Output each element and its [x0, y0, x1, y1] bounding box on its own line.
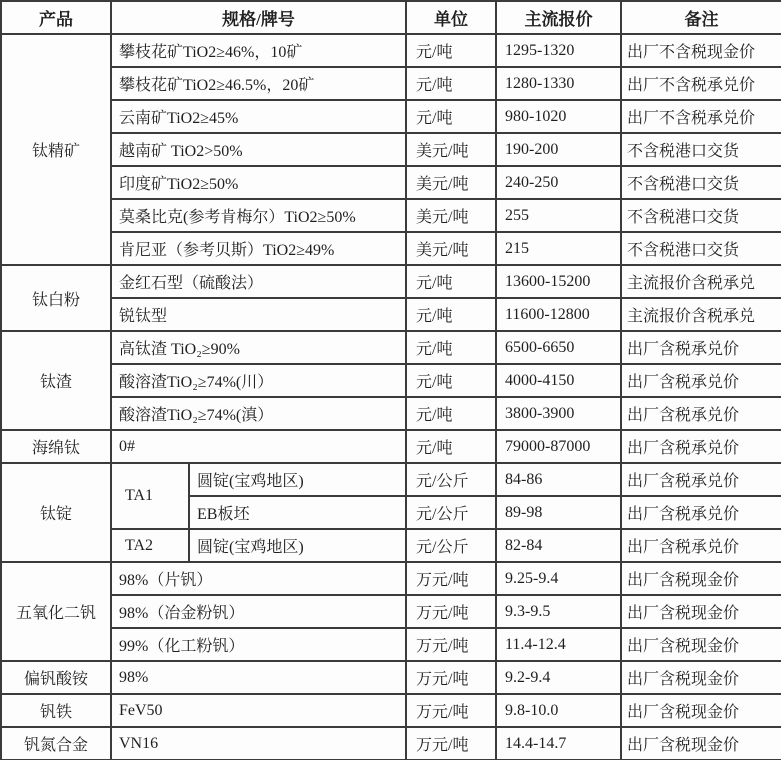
unit-cell: 万元/吨: [406, 694, 496, 727]
price-cell: 6500-6650: [496, 331, 621, 364]
table-row: [1, 595, 781, 628]
note-cell: 出厂含税现金价: [621, 727, 781, 760]
unit-cell: 美元/吨: [406, 166, 496, 199]
spec-cell: 98%（片钒）: [111, 562, 406, 595]
note-cell: 出厂含税承兑价: [621, 331, 781, 364]
unit-cell: 元/吨: [406, 331, 496, 364]
price-cell: 89-98: [496, 496, 621, 529]
spec-cell: 印度矿TiO2≥50%: [111, 166, 406, 199]
table-row: [1, 67, 781, 100]
table-row: [1, 331, 781, 364]
spec-cell: 莫桑比克(参考肯梅尔）TiO2≥50%: [111, 199, 406, 232]
spec-cell: 越南矿 TiO2>50%: [111, 133, 406, 166]
unit-cell: 元/吨: [406, 265, 496, 298]
header-note: 备注: [621, 1, 781, 34]
product-cell: 钛渣: [1, 331, 111, 430]
unit-cell: 万元/吨: [406, 595, 496, 628]
price-cell: 11.4-12.4: [496, 628, 621, 661]
price-cell: 79000-87000: [496, 430, 621, 463]
unit-cell: 元/吨: [406, 34, 496, 67]
price-cell: 980-1020: [496, 100, 621, 133]
table-row: [1, 562, 781, 595]
header-product: 产品: [1, 1, 111, 34]
note-cell: 出厂含税现金价: [621, 661, 781, 694]
table-row: [1, 265, 781, 298]
spec-cell: 云南矿TiO2≥45%: [111, 100, 406, 133]
note-cell: 主流报价含税承兑: [621, 298, 781, 331]
header-price: 主流报价: [496, 1, 621, 34]
price-cell: 13600-15200: [496, 265, 621, 298]
note-cell: 出厂含税承兑价: [621, 397, 781, 430]
unit-cell: 元/吨: [406, 100, 496, 133]
spec-cell: 酸溶渣TiO₂≥74%(滇）: [111, 397, 406, 430]
price-cell: 14.4-14.7: [496, 727, 621, 760]
note-cell: 出厂不含税现金价: [621, 34, 781, 67]
note-cell: 不含税港口交货: [621, 232, 781, 265]
table-row: [1, 133, 781, 166]
table-row: [1, 529, 781, 562]
spec-cell: 98%（冶金粉钒）: [111, 595, 406, 628]
price-cell: 84-86: [496, 463, 621, 496]
spec-cell: 锐钛型: [111, 298, 406, 331]
unit-cell: 美元/吨: [406, 232, 496, 265]
header-spec: 规格/牌号: [111, 1, 406, 34]
grade-cell: TA1: [111, 463, 189, 529]
spec-cell: 0#: [111, 430, 406, 463]
spec-cell: 攀枝花矿TiO2≥46%，10矿: [111, 34, 406, 67]
table-row: [1, 430, 781, 463]
spec-cell: EB板坯: [189, 496, 406, 529]
table-row: [1, 364, 781, 397]
price-cell: 4000-4150: [496, 364, 621, 397]
spec-cell: 高钛渣 TiO₂≥90%: [111, 331, 406, 364]
table-row: [1, 100, 781, 133]
table-row: [1, 661, 781, 694]
note-cell: 不含税港口交货: [621, 199, 781, 232]
unit-cell: 美元/吨: [406, 199, 496, 232]
header-row: [1, 1, 781, 34]
price-cell: 1295-1320: [496, 34, 621, 67]
unit-cell: 美元/吨: [406, 133, 496, 166]
product-cell: 海绵钛: [1, 430, 111, 463]
price-cell: 9.2-9.4: [496, 661, 621, 694]
table-row: [1, 34, 781, 67]
note-cell: 出厂不含税承兑价: [621, 67, 781, 100]
spec-cell: 金红石型（硫酸法）: [111, 265, 406, 298]
unit-cell: 元/公斤: [406, 529, 496, 562]
price-cell: 82-84: [496, 529, 621, 562]
unit-cell: 万元/吨: [406, 628, 496, 661]
spec-cell: 酸溶渣TiO₂≥74%(川）: [111, 364, 406, 397]
note-cell: 出厂含税现金价: [621, 595, 781, 628]
spec-cell: 圆锭(宝鸡地区): [189, 529, 406, 562]
table-row: [1, 232, 781, 265]
price-cell: 11600-12800: [496, 298, 621, 331]
price-cell: 9.8-10.0: [496, 694, 621, 727]
unit-cell: 元/公斤: [406, 496, 496, 529]
unit-cell: 元/吨: [406, 430, 496, 463]
note-cell: 出厂含税现金价: [621, 562, 781, 595]
unit-cell: 元/吨: [406, 298, 496, 331]
header-unit: 单位: [406, 1, 496, 34]
price-cell: 240-250: [496, 166, 621, 199]
price-cell: 9.25-9.4: [496, 562, 621, 595]
unit-cell: 元/公斤: [406, 463, 496, 496]
table-row: [1, 298, 781, 331]
unit-cell: 万元/吨: [406, 562, 496, 595]
spec-cell: FeV50: [111, 694, 406, 727]
spec-cell: 98%: [111, 661, 406, 694]
unit-cell: 元/吨: [406, 364, 496, 397]
price-cell: 3800-3900: [496, 397, 621, 430]
table-row: [1, 463, 781, 496]
spec-cell: 肯尼亚（参考贝斯）TiO2≥49%: [111, 232, 406, 265]
price-cell: 190-200: [496, 133, 621, 166]
note-cell: 出厂含税承兑价: [621, 529, 781, 562]
unit-cell: 万元/吨: [406, 661, 496, 694]
note-cell: 出厂含税现金价: [621, 694, 781, 727]
table-row: [1, 199, 781, 232]
unit-cell: 万元/吨: [406, 727, 496, 760]
unit-cell: 元/吨: [406, 397, 496, 430]
note-cell: 主流报价含税承兑: [621, 265, 781, 298]
product-cell: 五氧化二钒: [1, 562, 111, 661]
table-row: [1, 694, 781, 727]
product-cell: 钛精矿: [1, 34, 111, 265]
product-cell: 钛锭: [1, 463, 111, 562]
product-cell: 钛白粉: [1, 265, 111, 331]
unit-cell: 元/吨: [406, 67, 496, 100]
note-cell: 出厂含税现金价: [621, 628, 781, 661]
price-cell: 255: [496, 199, 621, 232]
product-cell: 钒氮合金: [1, 727, 111, 760]
table-row: [1, 727, 781, 760]
grade-cell: TA2: [111, 529, 189, 562]
note-cell: 出厂含税承兑价: [621, 496, 781, 529]
note-cell: 出厂不含税承兑价: [621, 100, 781, 133]
price-cell: 1280-1330: [496, 67, 621, 100]
price-cell: 215: [496, 232, 621, 265]
product-cell: 偏钒酸铵: [1, 661, 111, 694]
spec-cell: 攀枝花矿TiO2≥46.5%，20矿: [111, 67, 406, 100]
spec-cell: 99%（化工粉钒）: [111, 628, 406, 661]
note-cell: 不含税港口交货: [621, 166, 781, 199]
spec-cell: VN16: [111, 727, 406, 760]
price-cell: 9.3-9.5: [496, 595, 621, 628]
product-cell: 钒铁: [1, 694, 111, 727]
note-cell: 出厂含税承兑价: [621, 364, 781, 397]
note-cell: 出厂含税承兑价: [621, 430, 781, 463]
table-row: [1, 166, 781, 199]
table-row: [1, 397, 781, 430]
spec-cell: 圆锭(宝鸡地区): [189, 463, 406, 496]
table-row: [1, 628, 781, 661]
note-cell: 出厂含税承兑价: [621, 463, 781, 496]
note-cell: 不含税港口交货: [621, 133, 781, 166]
